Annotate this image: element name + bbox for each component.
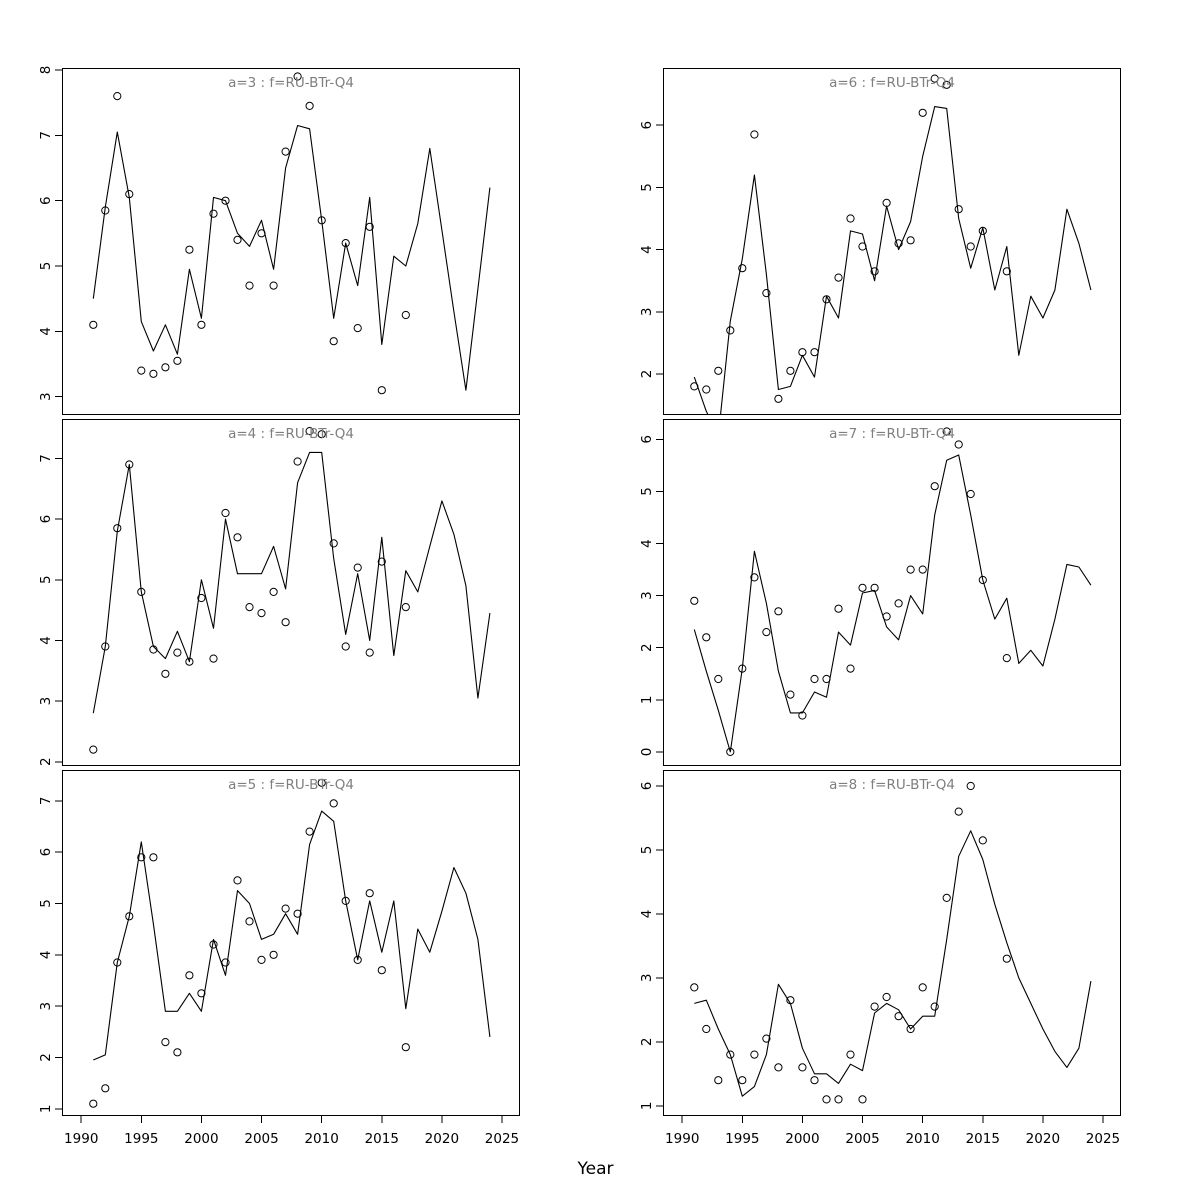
y-tick-label: 4	[639, 539, 655, 548]
data-point-marker	[234, 236, 241, 243]
data-point-marker	[871, 1003, 878, 1010]
data-point-marker	[90, 1100, 97, 1107]
y-tick-label: 7	[38, 131, 54, 140]
data-point-marker	[691, 383, 698, 390]
x-tick-label: 2025	[1085, 1131, 1121, 1147]
y-tick-label: 1	[639, 1101, 655, 1111]
data-point-marker	[895, 1013, 902, 1020]
data-point-marker	[775, 608, 782, 615]
data-point-marker	[919, 566, 926, 573]
data-point-marker	[402, 1044, 409, 1051]
y-tick-label: 6	[639, 120, 655, 130]
y-tick-label: 2	[38, 757, 54, 767]
y-tick-label: 6	[38, 514, 54, 524]
data-point-marker	[150, 854, 157, 861]
data-point-marker	[258, 610, 265, 617]
data-point-marker	[378, 387, 385, 394]
panel-a8-frame	[664, 771, 1121, 1116]
panel-a6-observed-points	[691, 75, 1011, 402]
panel-a5-title: a=5 : f=RU-BTr-Q4	[228, 777, 354, 793]
y-tick-label: 5	[639, 487, 655, 496]
panel-a8-x-axis	[665, 1116, 1120, 1147]
data-point-marker	[354, 325, 361, 332]
panel-a7-frame	[664, 420, 1121, 766]
panel-a3-frame	[63, 69, 520, 415]
x-tick-label: 1995	[124, 1131, 159, 1147]
x-tick-label: 1990	[64, 1131, 99, 1147]
data-point-marker	[919, 109, 926, 116]
y-tick-label: 5	[38, 899, 54, 908]
y-tick-label: 4	[639, 245, 655, 254]
x-tick-label: 2020	[424, 1131, 460, 1147]
data-point-marker	[739, 1077, 746, 1084]
data-point-marker	[258, 230, 265, 237]
panel-a6-fitted-line	[694, 107, 1091, 437]
x-tick-label: 2000	[785, 1131, 820, 1147]
data-point-marker	[246, 604, 253, 611]
data-point-marker	[222, 509, 229, 516]
data-point-marker	[330, 540, 337, 547]
y-tick-label: 3	[639, 973, 655, 983]
data-point-marker	[751, 1051, 758, 1058]
data-point-marker	[174, 649, 181, 656]
data-point-marker	[162, 1039, 169, 1046]
data-point-marker	[691, 984, 698, 991]
y-tick-label: 5	[639, 183, 655, 192]
data-point-marker	[955, 441, 962, 448]
data-point-marker	[342, 643, 349, 650]
data-point-marker	[306, 102, 313, 109]
data-point-marker	[763, 290, 770, 297]
data-point-marker	[703, 386, 710, 393]
data-point-marker	[967, 243, 974, 250]
panel-a3-observed-points	[90, 73, 410, 394]
data-point-marker	[907, 237, 914, 244]
data-point-marker	[811, 1077, 818, 1084]
panel-a8-title: a=8 : f=RU-BTr-Q4	[829, 777, 955, 793]
data-point-marker	[282, 905, 289, 912]
data-point-marker	[198, 321, 205, 328]
y-tick-label: 4	[639, 909, 655, 919]
y-tick-label: 6	[639, 435, 655, 444]
y-tick-label: 2	[639, 369, 655, 379]
panel-a7-fitted-line	[694, 455, 1091, 752]
data-point-marker	[703, 1025, 710, 1032]
panel-a7	[639, 420, 1121, 766]
data-point-marker	[811, 675, 818, 682]
y-tick-label: 6	[639, 781, 655, 791]
panel-a8-y-axis	[639, 782, 663, 1110]
data-point-marker	[294, 458, 301, 465]
panel-a8-observed-points	[691, 782, 1011, 1103]
data-point-marker	[715, 675, 722, 682]
data-point-marker	[366, 649, 373, 656]
data-point-marker	[114, 93, 121, 100]
data-point-marker	[1003, 655, 1010, 662]
data-point-marker	[859, 584, 866, 591]
panel-a3	[38, 66, 520, 415]
x-tick-label: 2005	[845, 1131, 880, 1147]
data-point-marker	[883, 613, 890, 620]
data-point-marker	[186, 246, 193, 253]
y-tick-label: 4	[38, 327, 54, 336]
panel-a6-title: a=6 : f=RU-BTr-Q4	[829, 75, 955, 91]
data-point-marker	[919, 984, 926, 991]
y-tick-label: 0	[639, 747, 655, 757]
data-point-marker	[1003, 955, 1010, 962]
data-point-marker	[306, 828, 313, 835]
y-tick-label: 5	[38, 261, 54, 271]
data-point-marker	[799, 349, 806, 356]
data-point-marker	[282, 148, 289, 155]
x-tick-label: 1990	[665, 1131, 700, 1147]
data-point-marker	[270, 588, 277, 595]
data-point-marker	[811, 349, 818, 356]
panel-a8-fitted-line	[694, 831, 1091, 1096]
panel-a4-y-axis	[38, 454, 62, 766]
data-point-marker	[835, 605, 842, 612]
y-tick-label: 7	[38, 454, 54, 463]
panel-a6-y-axis	[639, 121, 663, 378]
data-point-marker	[402, 311, 409, 318]
x-tick-label: 2015	[364, 1131, 399, 1147]
panel-a7-title: a=7 : f=RU-BTr-Q4	[829, 426, 955, 442]
data-point-marker	[763, 629, 770, 636]
panel-a5	[38, 771, 520, 1148]
x-tick-label: 2015	[965, 1131, 1000, 1147]
panel-a6	[639, 69, 1121, 437]
panel-a5-fitted-line	[93, 811, 490, 1060]
y-tick-label: 2	[639, 643, 655, 653]
data-point-marker	[282, 619, 289, 626]
data-point-marker	[354, 564, 361, 571]
y-tick-label: 6	[38, 196, 54, 205]
panel-a4-observed-points	[90, 428, 410, 754]
panel-a8	[639, 771, 1121, 1148]
y-tick-label: 3	[639, 307, 655, 317]
data-point-marker	[883, 993, 890, 1000]
data-point-marker	[835, 1096, 842, 1103]
data-point-marker	[210, 210, 217, 217]
y-tick-label: 6	[38, 847, 54, 857]
data-point-marker	[715, 367, 722, 374]
y-tick-label: 3	[38, 1001, 54, 1011]
y-tick-label: 1	[38, 1104, 54, 1114]
data-point-marker	[931, 1003, 938, 1010]
panel-a3-title: a=3 : f=RU-BTr-Q4	[228, 75, 354, 91]
x-tick-label: 2020	[1025, 1131, 1061, 1147]
data-point-marker	[691, 597, 698, 604]
data-point-marker	[955, 206, 962, 213]
x-tick-label: 2025	[484, 1131, 520, 1147]
y-tick-label: 2	[38, 1053, 54, 1062]
data-point-marker	[751, 131, 758, 138]
x-tick-label: 2010	[905, 1131, 940, 1147]
data-point-marker	[967, 782, 974, 789]
y-tick-label: 5	[639, 845, 655, 855]
panel-a7-y-axis	[639, 435, 663, 756]
data-point-marker	[823, 1096, 830, 1103]
panel-a5-frame	[63, 771, 520, 1116]
panel-a3-y-axis	[38, 66, 62, 401]
panel-a6-frame	[664, 69, 1121, 415]
y-tick-label: 1	[639, 695, 655, 705]
data-point-marker	[859, 1096, 866, 1103]
y-tick-label: 5	[38, 575, 54, 585]
data-point-marker	[150, 370, 157, 377]
data-point-marker	[979, 837, 986, 844]
data-point-marker	[895, 600, 902, 607]
data-point-marker	[90, 746, 97, 753]
x-tick-label: 1995	[725, 1131, 760, 1147]
data-point-marker	[823, 675, 830, 682]
y-tick-label: 3	[639, 591, 655, 600]
data-point-marker	[907, 566, 914, 573]
data-point-marker	[847, 1051, 854, 1058]
data-point-marker	[847, 665, 854, 672]
data-point-marker	[799, 1064, 806, 1071]
data-point-marker	[186, 972, 193, 979]
data-point-marker	[787, 367, 794, 374]
data-point-marker	[138, 367, 145, 374]
data-point-marker	[727, 327, 734, 334]
panel-a4-title: a=4 : f=RU-BTr-Q4	[228, 426, 354, 442]
y-tick-label: 3	[38, 392, 54, 401]
data-point-marker	[330, 800, 337, 807]
panel-a7-observed-points	[691, 428, 1011, 756]
data-point-marker	[174, 1049, 181, 1056]
data-point-marker	[222, 959, 229, 966]
data-point-marker	[102, 1085, 109, 1092]
x-tick-label: 2010	[304, 1131, 339, 1147]
y-tick-label: 4	[38, 950, 54, 960]
data-point-marker	[739, 265, 746, 272]
data-point-marker	[246, 282, 253, 289]
y-tick-label: 2	[639, 1037, 655, 1047]
data-point-marker	[859, 243, 866, 250]
data-point-marker	[210, 655, 217, 662]
panel-a4-fitted-line	[93, 452, 490, 713]
data-point-marker	[234, 534, 241, 541]
x-axis-title: Year	[577, 1159, 614, 1179]
data-point-marker	[943, 894, 950, 901]
data-point-marker	[931, 483, 938, 490]
panel-a5-y-axis	[38, 797, 62, 1114]
data-point-marker	[90, 321, 97, 328]
data-point-marker	[775, 1064, 782, 1071]
data-point-marker	[402, 604, 409, 611]
x-tick-label: 2005	[244, 1131, 279, 1147]
data-point-marker	[162, 364, 169, 371]
y-tick-label: 4	[38, 636, 54, 645]
data-point-marker	[366, 890, 373, 897]
y-tick-label: 3	[38, 696, 54, 706]
data-point-marker	[955, 808, 962, 815]
data-point-marker	[787, 691, 794, 698]
y-tick-label: 8	[38, 65, 54, 75]
data-point-marker	[270, 282, 277, 289]
data-point-marker	[234, 877, 241, 884]
data-point-marker	[378, 967, 385, 974]
data-point-marker	[246, 918, 253, 925]
panel-a3-fitted-line	[93, 126, 490, 391]
data-point-marker	[174, 357, 181, 364]
data-point-marker	[258, 956, 265, 963]
panel-a4-frame	[63, 420, 520, 766]
data-point-marker	[715, 1077, 722, 1084]
data-point-marker	[967, 490, 974, 497]
data-point-marker	[703, 634, 710, 641]
panel-a4	[38, 420, 520, 767]
data-point-marker	[835, 274, 842, 281]
data-point-marker	[775, 395, 782, 402]
data-point-marker	[883, 199, 890, 206]
x-tick-label: 2000	[184, 1131, 219, 1147]
panel-a5-x-axis	[64, 1116, 519, 1147]
data-point-marker	[330, 338, 337, 345]
data-point-marker	[847, 215, 854, 222]
y-tick-label: 7	[38, 796, 54, 806]
data-point-marker	[270, 951, 277, 958]
data-point-marker	[162, 670, 169, 677]
